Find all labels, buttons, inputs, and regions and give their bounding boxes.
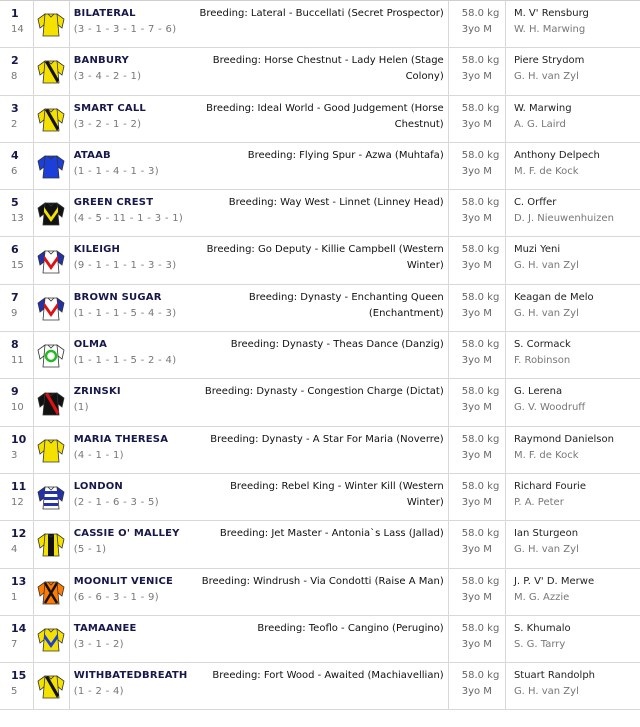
- jockey-silk-icon: [35, 245, 67, 277]
- age-sex-value: 3yo M: [461, 544, 492, 556]
- breeding-text: Breeding: Dynasty - Congestion Charge (Dictat): [204, 386, 444, 398]
- runner-row[interactable]: [0, 616, 640, 663]
- silk-cell: [34, 379, 70, 425]
- connections-cell: [506, 569, 640, 615]
- number-cell: [0, 96, 34, 142]
- number-cell: [0, 569, 34, 615]
- silk-cell: [34, 521, 70, 567]
- form-figures: (9 - 1 - 1 - 1 - 3 - 3): [73, 260, 177, 272]
- trainer-name: G. H. van Zyl: [513, 71, 579, 83]
- draw-number: 2: [11, 118, 18, 130]
- jockey-name: Muzi Yeni: [513, 244, 561, 256]
- form-figures: (3 - 1 - 2): [73, 638, 124, 650]
- silk-cell: [34, 285, 70, 331]
- jockey-name: Ian Sturgeon: [513, 528, 579, 540]
- age-sex-value: 3yo M: [461, 355, 492, 367]
- connections-cell: [506, 521, 640, 567]
- breeding-text: Breeding: Teoflo - Cangino (Perugino): [257, 622, 444, 634]
- connections-cell: [506, 379, 640, 425]
- jockey-silk-icon: [35, 55, 67, 87]
- age-sex-value: 3yo M: [461, 24, 492, 35]
- horse-cell: [70, 569, 449, 615]
- breeding-text: Breeding: Dynasty - Enchanting Queen (Enchantment): [248, 291, 444, 319]
- form-figures: (3 - 4 - 2 - 1): [73, 71, 142, 83]
- number-cell: [0, 143, 34, 189]
- runner-number: 10: [11, 432, 27, 446]
- weight-value: 58.0 kg: [461, 55, 500, 67]
- connections-cell: [506, 474, 640, 520]
- jockey-silk-icon: [35, 339, 67, 371]
- breeding-text: Breeding: Flying Spur - Azwa (Muhtafa): [247, 149, 444, 161]
- jockey-name: Stuart Randolph: [513, 670, 596, 682]
- form-figures: (4 - 5 - 11 - 1 - 3 - 1): [73, 213, 184, 225]
- runner-number: 5: [11, 196, 19, 210]
- draw-number: 5: [11, 686, 18, 698]
- runner-number: 12: [11, 527, 27, 541]
- weight-cell: [449, 521, 506, 567]
- weight-cell: [449, 48, 506, 94]
- draw-number: 12: [11, 496, 24, 508]
- age-sex-value: 3yo M: [461, 118, 492, 130]
- draw-number: 14: [11, 24, 24, 35]
- horse-name-link[interactable]: BANBURY: [73, 55, 129, 67]
- jockey-name: G. Lerena: [513, 386, 563, 398]
- weight-cell: [449, 96, 506, 142]
- age-sex-value: 3yo M: [461, 496, 492, 508]
- number-cell: [0, 521, 34, 567]
- runner-number: 13: [11, 574, 27, 588]
- form-figures: (1 - 1 - 1 - 5 - 4 - 3): [73, 307, 177, 319]
- jockey-name: Keagan de Melo: [513, 291, 594, 303]
- form-figures: (5 - 1): [73, 544, 107, 556]
- connections-cell: [506, 143, 640, 189]
- runner-row[interactable]: [0, 1, 640, 48]
- jockey-name: C. Orffer: [513, 197, 557, 209]
- breeding-text: Breeding: Go Deputy - Killie Campbell (Western Winter): [206, 244, 444, 272]
- trainer-name: M. F. de Kock: [513, 449, 579, 461]
- runner-row[interactable]: [0, 332, 640, 379]
- breeding-text: Breeding: Rebel King - Winter Kill (Western Winter): [230, 480, 444, 508]
- number-cell: [0, 379, 34, 425]
- horse-name-link[interactable]: TAMAANEE: [73, 622, 137, 634]
- jockey-silk-icon: [35, 481, 67, 513]
- silk-cell: [34, 616, 70, 662]
- runner-row[interactable]: [0, 474, 640, 521]
- weight-cell: [449, 427, 506, 473]
- trainer-name: G. V. Woodruff: [513, 402, 586, 414]
- silk-cell: [34, 474, 70, 520]
- number-cell: [0, 427, 34, 473]
- breeding-text: Breeding: Horse Chestnut - Lady Helen (Stage Colony): [212, 55, 444, 83]
- number-cell: [0, 190, 34, 236]
- runner-number: 4: [11, 148, 19, 162]
- trainer-name: G. H. van Zyl: [513, 686, 579, 698]
- silk-cell: [34, 427, 70, 473]
- silk-cell: [34, 1, 70, 47]
- horse-name-link[interactable]: MARIA THERESA: [73, 433, 169, 445]
- trainer-name: W. H. Marwing: [513, 24, 586, 35]
- jockey-name: W. Marwing: [513, 102, 572, 114]
- age-sex-value: 3yo M: [461, 686, 492, 698]
- trainer-name: D. J. Nieuwenhuizen: [513, 213, 614, 225]
- age-sex-value: 3yo M: [461, 260, 492, 272]
- weight-cell: [449, 474, 506, 520]
- trainer-name: G. H. van Zyl: [513, 307, 579, 319]
- weight-value: 58.0 kg: [461, 339, 500, 351]
- horse-cell: [70, 521, 449, 567]
- connections-cell: [506, 237, 640, 283]
- connections-cell: [506, 96, 640, 142]
- connections-cell: [506, 285, 640, 331]
- jockey-silk-icon: [35, 8, 67, 40]
- horse-name-link[interactable]: CASSIE O' MALLEY: [73, 528, 180, 540]
- horse-cell: [70, 616, 449, 662]
- horse-cell: [70, 237, 449, 283]
- weight-value: 58.0 kg: [461, 622, 500, 634]
- runner-number: 14: [11, 621, 27, 635]
- age-sex-value: 3yo M: [461, 638, 492, 650]
- breeding-text: Breeding: Windrush - Via Condotti (Raise A Man): [201, 575, 444, 587]
- horse-name-link[interactable]: ATAAB: [73, 149, 111, 161]
- weight-cell: [449, 569, 506, 615]
- runner-row[interactable]: [0, 237, 640, 284]
- number-cell: [0, 48, 34, 94]
- weight-value: 58.0 kg: [461, 528, 500, 540]
- horse-cell: [70, 190, 449, 236]
- breeding-text: Breeding: Dynasty - A Star For Maria (Noverre): [210, 433, 444, 445]
- draw-number: 4: [11, 544, 18, 556]
- draw-number: 7: [11, 638, 18, 650]
- jockey-silk-icon: [35, 528, 67, 560]
- horse-cell: [70, 48, 449, 94]
- jockey-silk-icon: [35, 670, 67, 702]
- weight-cell: [449, 379, 506, 425]
- age-sex-value: 3yo M: [461, 71, 492, 83]
- number-cell: [0, 332, 34, 378]
- horse-name-link[interactable]: MOONLIT VENICE: [73, 575, 174, 587]
- horse-cell: [70, 474, 449, 520]
- breeding-text: Breeding: Ideal World - Good Judgement (Horse Chestnut): [206, 102, 444, 130]
- draw-number: 10: [11, 402, 24, 414]
- breeding-text: Breeding: Dynasty - Theas Dance (Danzig): [230, 339, 444, 351]
- age-sex-value: 3yo M: [461, 165, 492, 177]
- silk-cell: [34, 332, 70, 378]
- runner-number: 9: [11, 385, 19, 399]
- jockey-silk-icon: [35, 387, 67, 419]
- weight-cell: [449, 663, 506, 709]
- runner-row[interactable]: [0, 379, 640, 426]
- breeding-text: Breeding: Lateral - Buccellati (Secret Prospector): [199, 8, 444, 19]
- weight-cell: [449, 190, 506, 236]
- form-figures: (1 - 1 - 4 - 1 - 3): [73, 165, 159, 177]
- trainer-name: P. A. Peter: [513, 496, 564, 508]
- trainer-name: M. G. Azzie: [513, 591, 570, 603]
- silk-cell: [34, 190, 70, 236]
- trainer-name: A. G. Laird: [513, 118, 566, 130]
- age-sex-value: 3yo M: [461, 402, 492, 414]
- breeding-text: Breeding: Way West - Linnet (Linney Head): [228, 197, 444, 209]
- form-figures: (1 - 1 - 1 - 5 - 2 - 4): [73, 355, 177, 367]
- silk-cell: [34, 237, 70, 283]
- connections-cell: [506, 332, 640, 378]
- age-sex-value: 3yo M: [461, 307, 492, 319]
- horse-name-link[interactable]: ZRINSKI: [73, 386, 121, 398]
- jockey-silk-icon: [35, 292, 67, 324]
- form-figures: (6 - 6 - 3 - 1 - 9): [73, 591, 159, 603]
- age-sex-value: 3yo M: [461, 449, 492, 461]
- jockey-silk-icon: [35, 623, 67, 655]
- horse-name-link[interactable]: KILEIGH: [73, 244, 121, 256]
- horse-cell: [70, 663, 449, 709]
- jockey-name: M. V' Rensburg: [513, 8, 589, 19]
- draw-number: 1: [11, 591, 18, 603]
- jockey-name: S. Khumalo: [513, 622, 571, 634]
- connections-cell: [506, 1, 640, 47]
- jockey-silk-icon: [35, 103, 67, 135]
- weight-value: 58.0 kg: [461, 244, 500, 256]
- jockey-name: Richard Fourie: [513, 480, 586, 492]
- draw-number: 11: [11, 355, 24, 367]
- runner-row[interactable]: [0, 96, 640, 143]
- form-figures: (1 - 2 - 4): [73, 686, 124, 698]
- number-cell: [0, 1, 34, 47]
- weight-value: 58.0 kg: [461, 433, 500, 445]
- jockey-name: S. Cormack: [513, 339, 571, 351]
- age-sex-value: 3yo M: [461, 591, 492, 603]
- horse-name-link[interactable]: LONDON: [73, 480, 123, 492]
- runner-row[interactable]: [0, 569, 640, 616]
- weight-value: 58.0 kg: [461, 8, 500, 19]
- connections-cell: [506, 663, 640, 709]
- trainer-name: S. G. Tarry: [513, 638, 566, 650]
- runner-number: 1: [11, 7, 19, 20]
- number-cell: [0, 663, 34, 709]
- jockey-silk-icon: [35, 150, 67, 182]
- weight-cell: [449, 332, 506, 378]
- horse-cell: [70, 285, 449, 331]
- number-cell: [0, 237, 34, 283]
- runner-row[interactable]: [0, 285, 640, 332]
- runner-number: 15: [11, 669, 27, 683]
- form-figures: (3 - 1 - 3 - 1 - 7 - 6): [73, 24, 177, 35]
- runner-row[interactable]: [0, 48, 640, 95]
- horse-name-link[interactable]: GREEN CREST: [73, 197, 154, 209]
- runner-number: 7: [11, 290, 19, 304]
- horse-name-link[interactable]: OLMA: [73, 339, 108, 351]
- horse-cell: [70, 379, 449, 425]
- horse-cell: [70, 427, 449, 473]
- connections-cell: [506, 48, 640, 94]
- runner-number: 8: [11, 338, 19, 352]
- weight-value: 58.0 kg: [461, 480, 500, 492]
- weight-cell: [449, 1, 506, 47]
- number-cell: [0, 474, 34, 520]
- weight-cell: [449, 237, 506, 283]
- jockey-name: J. P. V' D. Merwe: [513, 575, 595, 587]
- silk-cell: [34, 48, 70, 94]
- weight-value: 58.0 kg: [461, 102, 500, 114]
- trainer-name: G. H. van Zyl: [513, 544, 579, 556]
- trainer-name: G. H. van Zyl: [513, 260, 579, 272]
- jockey-name: Piere Strydom: [513, 55, 585, 67]
- connections-cell: [506, 427, 640, 473]
- silk-cell: [34, 96, 70, 142]
- trainer-name: M. F. de Kock: [513, 165, 579, 177]
- form-figures: (3 - 2 - 1 - 2): [73, 118, 142, 130]
- draw-number: 9: [11, 307, 18, 319]
- runner-row[interactable]: [0, 427, 640, 474]
- weight-cell: [449, 285, 506, 331]
- horse-name-link[interactable]: SMART CALL: [73, 102, 146, 114]
- runner-number: 3: [11, 101, 19, 115]
- age-sex-value: 3yo M: [461, 213, 492, 225]
- form-figures: (2 - 1 - 6 - 3 - 5): [73, 496, 159, 508]
- horse-name-link[interactable]: BROWN SUGAR: [73, 291, 162, 303]
- runner-row[interactable]: [0, 521, 640, 568]
- breeding-text: Breeding: Fort Wood - Awaited (Machiavellian): [212, 670, 444, 682]
- jockey-silk-icon: [35, 576, 67, 608]
- connections-cell: [506, 616, 640, 662]
- number-cell: [0, 616, 34, 662]
- weight-value: 58.0 kg: [461, 386, 500, 398]
- weight-value: 58.0 kg: [461, 149, 500, 161]
- runner-number: 6: [11, 243, 19, 257]
- silk-cell: [34, 143, 70, 189]
- form-figures: (1): [73, 402, 89, 414]
- number-cell: [0, 285, 34, 331]
- draw-number: 8: [11, 71, 18, 83]
- jockey-silk-icon: [35, 434, 67, 466]
- runner-row[interactable]: [0, 663, 640, 710]
- jockey-name: Raymond Danielson: [513, 433, 614, 445]
- trainer-name: F. Robinson: [513, 355, 571, 367]
- jockey-silk-icon: [35, 197, 67, 229]
- horse-name-link[interactable]: WITHBATEDBREATH: [73, 670, 188, 682]
- draw-number: 6: [11, 165, 18, 177]
- runner-row[interactable]: [0, 143, 640, 190]
- horse-cell: [70, 332, 449, 378]
- horse-cell: [70, 96, 449, 142]
- horse-cell: [70, 1, 449, 47]
- draw-number: 15: [11, 260, 24, 272]
- silk-cell: [34, 663, 70, 709]
- weight-cell: [449, 143, 506, 189]
- breeding-text: Breeding: Jet Master - Antonia`s Lass (Jallad): [219, 528, 444, 540]
- runner-row[interactable]: [0, 190, 640, 237]
- draw-number: 13: [11, 213, 24, 225]
- weight-value: 58.0 kg: [461, 575, 500, 587]
- connections-cell: [506, 190, 640, 236]
- horse-cell: [70, 143, 449, 189]
- weight-value: 58.0 kg: [461, 291, 500, 303]
- jockey-name: Anthony Delpech: [513, 149, 600, 161]
- weight-value: 58.0 kg: [461, 670, 500, 682]
- runner-number: 2: [11, 54, 19, 68]
- form-figures: (4 - 1 - 1): [73, 449, 124, 461]
- silk-cell: [34, 569, 70, 615]
- weight-cell: [449, 616, 506, 662]
- draw-number: 3: [11, 449, 18, 461]
- weight-value: 58.0 kg: [461, 197, 500, 209]
- runner-number: 11: [11, 479, 27, 493]
- horse-name-link[interactable]: BILATERAL: [73, 8, 136, 19]
